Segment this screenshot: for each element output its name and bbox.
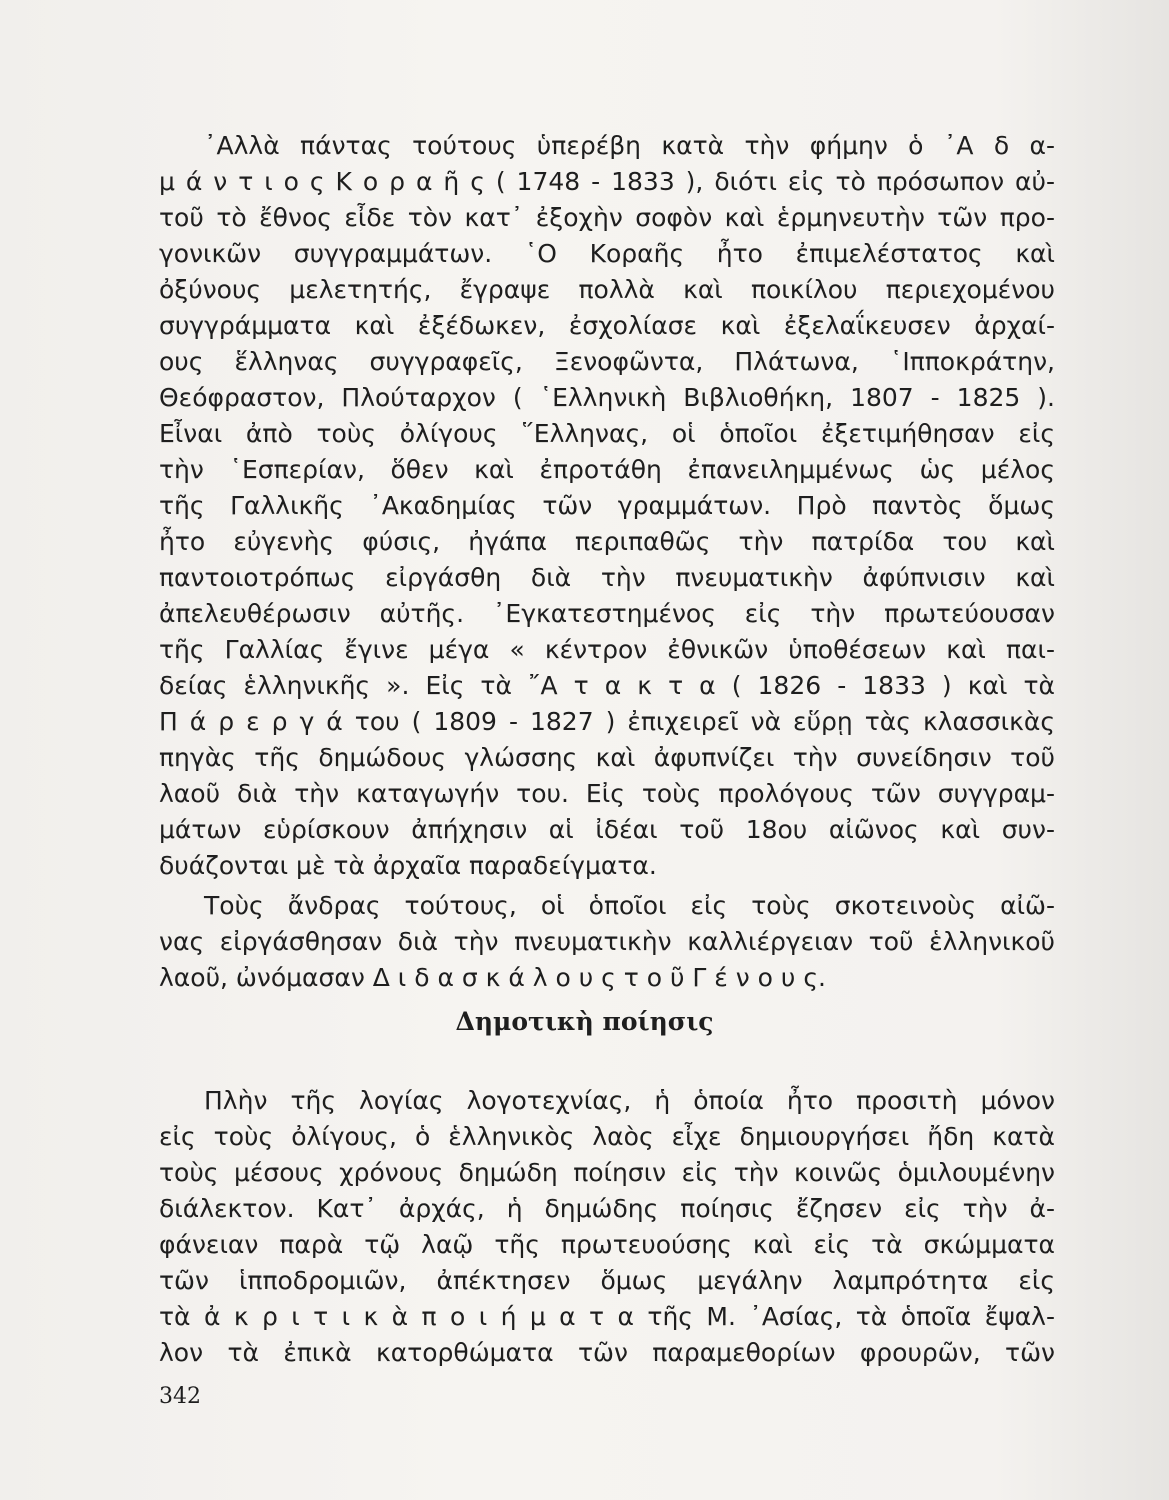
text-line: τὴν ῾Εσπερίαν, ὅθεν καὶ ἐπροτάθη ἐπανειλημμένως ὡς μέλος — [159, 455, 1055, 484]
text-line: μάτων εὑρίσκουν ἀπήχησιν αἱ ἰδέαι τοῦ 18ου αἰῶνος καὶ συν- — [159, 815, 1055, 844]
text-line: συγγράμματα καὶ ἐξέδωκεν, ἐσχολίασε καὶ ἐξελαΐκευσεν ἀρχαί- — [159, 311, 1055, 340]
text-line: τῆς Γαλλίας ἔγινε μέγα « κέντρον ἐθνικῶν ὑποθέσεων καὶ παι- — [159, 635, 1055, 664]
text-line: πηγὰς τῆς δημώδους γλώσσης καὶ ἀφυπνίζει τὴν συνείδησιν τοῦ — [159, 743, 1055, 772]
text-line: τῶν ἱπποδρομιῶν, ἀπέκτησεν ὅμως μεγάλην λαμπρότητα εἰς — [159, 1266, 1055, 1295]
text-line: Εἶναι ἀπὸ τοὺς ὀλίγους ῞Ελληνας, οἱ ὁποῖοι ἐξετιμήθησαν εἰς — [159, 419, 1055, 448]
text-line: γονικῶν συγγραμμάτων. ῾Ο Κοραῆς ἦτο ἐπιμελέστατος καὶ — [159, 239, 1055, 268]
text-line: ἦτο εὐγενὴς φύσις, ἠγάπα περιπαθῶς τὴν πατρίδα του καὶ — [159, 527, 1055, 556]
text-line: δείας ἑλληνικῆς ». Εἰς τὰ ῎Α τ α κ τ α ( 1826 - 1833 ) καὶ τὰ — [159, 671, 1055, 700]
text-line: Τοὺς ἄνδρας τούτους, οἱ ὁποῖοι εἰς τοὺς σκοτεινοὺς αἰῶ- — [204, 891, 1055, 920]
text-line: ἀπελευθέρωσιν αὐτῆς. ᾿Εγκατεστημένος εἰς τὴν πρωτεύουσαν — [159, 599, 1055, 628]
text-line: εἰς τοὺς ὀλίγους, ὁ ἑλληνικὸς λαὸς εἶχε δημιουργήσει ἤδη κατὰ — [159, 1122, 1055, 1151]
text-line: διάλεκτον. Κατ᾿ ἀρχάς, ἡ δημώδης ποίησις ἔζησεν εἰς τὴν ἀ- — [159, 1194, 1055, 1223]
text-line: ᾿Αλλὰ πάντας τούτους ὑπερέβη κατὰ τὴν φήμην ὁ ᾿Α δ α- — [204, 131, 1055, 160]
text-line: λαοῦ, ὠνόμασαν Δ ι δ α σ κ ά λ ο υ ς τ ο ῦ Γ έ ν ο υ ς. — [159, 963, 826, 992]
text-line: παντοιοτρόπως εἰργάσθη διὰ τὴν πνευματικὴν ἀφύπνισιν καὶ — [159, 563, 1055, 592]
text-line: ους ἕλληνας συγγραφεῖς, Ξενοφῶντα, Πλάτωνα, ῾Ιπποκράτην, — [159, 347, 1055, 376]
text-line: λαοῦ διὰ τὴν καταγωγήν του. Εἰς τοὺς προλόγους τῶν συγγραμ- — [159, 779, 1055, 808]
text-line: Πλὴν τῆς λογίας λογοτεχνίας, ἡ ὁποία ἦτο προσιτὴ μόνον — [204, 1086, 1055, 1115]
text-line: Θεόφραστον, Πλούταρχον ( ῾Ελληνικὴ Βιβλιοθήκη, 1807 - 1825 ). — [159, 383, 1055, 412]
section-heading: Δημοτικὴ ποίησις — [455, 1007, 714, 1036]
text-line: Π ά ρ ε ρ γ ά του ( 1809 - 1827 ) ἐπιχειρεῖ νὰ εὕρῃ τὰς κλασσικὰς — [159, 707, 1055, 736]
text-line: τοῦ τὸ ἔθνος εἶδε τὸν κατ᾿ ἐξοχὴν σοφὸν καὶ ἑρμηνευτὴν τῶν προ- — [159, 203, 1055, 232]
text-line: τὰ ἀ κ ρ ι τ ι κ ὰ π ο ι ή μ α τ α τῆς Μ. ᾿Ασίας, τὰ ὁποῖα ἔψαλ- — [159, 1302, 1055, 1331]
text-line: λον τὰ ἐπικὰ κατορθώματα τῶν παραμεθορίων φρουρῶν, τῶν — [159, 1338, 1055, 1367]
page-number: 342 — [159, 1384, 201, 1409]
text-line: δυάζονται μὲ τὰ ἀρχαῖα παραδείγματα. — [159, 851, 657, 880]
text-line: τῆς Γαλλικῆς ᾿Ακαδημίας τῶν γραμμάτων. Πρὸ παντὸς ὅμως — [159, 491, 1055, 520]
text-line: ὀξύνους μελετητής, ἔγραψε πολλὰ καὶ ποικίλου περιεχομένου — [159, 275, 1055, 304]
text-line: μ ά ν τ ι ο ς Κ ο ρ α ῆ ς ( 1748 - 1833 ), διότι εἰς τὸ πρόσωπον αὐ- — [159, 167, 1055, 196]
text-line: νας εἰργάσθησαν διὰ τὴν πνευματικὴν καλλιέργειαν τοῦ ἑλληνικοῦ — [159, 927, 1055, 956]
text-line: τοὺς μέσους χρόνους δημώδη ποίησιν εἰς τὴν κοινῶς ὁμιλουμένην — [159, 1158, 1055, 1187]
text-line: φάνειαν παρὰ τῷ λαῷ τῆς πρωτευούσης καὶ εἰς τὰ σκώμματα — [159, 1230, 1055, 1259]
